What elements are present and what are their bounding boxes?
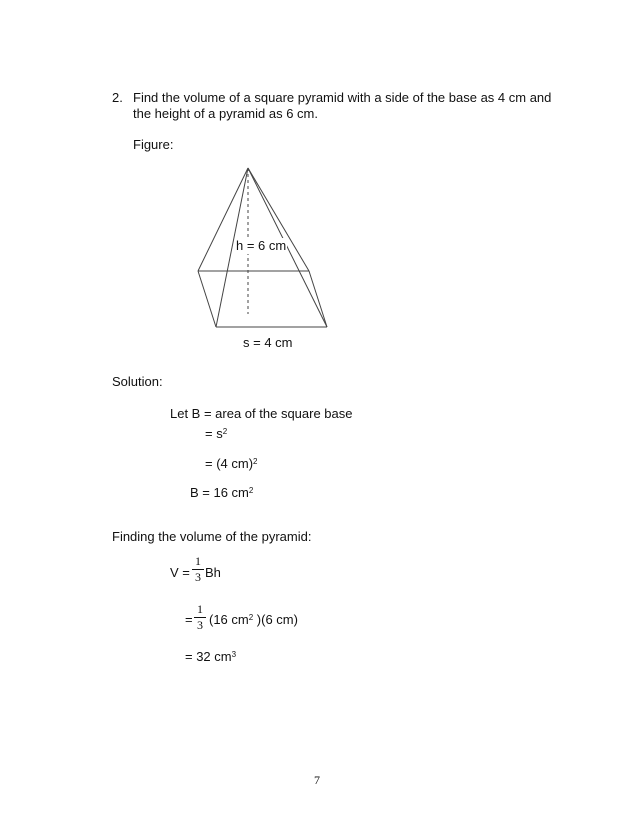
base-left-edge: [198, 271, 216, 327]
edge-apex-back-right: [248, 168, 309, 271]
problem-text-line1: Find the volume of a square pyramid with a side of the base as 4 cm and: [133, 90, 552, 105]
edge-apex-back-left: [198, 168, 248, 271]
fraction-one-third-formula: 1 3: [192, 555, 204, 584]
volume-formula-prefix: V =: [170, 565, 190, 580]
solution-step4: B = 16 $cm^2$: [190, 485, 254, 500]
fraction-one-third-substitution: 1 3: [194, 603, 206, 632]
volume-heading: Finding the volume of the pyramid:: [112, 529, 312, 544]
volume-line2-rest: (16 $cm^2$ )(6 cm): [209, 612, 298, 627]
volume-line2-prefix: =: [185, 612, 193, 627]
problem-text-line2: the height of a pyramid as 6 cm.: [133, 106, 318, 121]
base-right-edge: [309, 271, 327, 327]
side-label: s = 4 cm: [243, 335, 293, 350]
figure-label: Figure:: [133, 137, 174, 152]
solution-heading: Solution:: [112, 374, 163, 389]
solution-step3: = (4 cm)$^2$: [205, 456, 258, 471]
solution-step1: Let B = area of the square base: [170, 406, 353, 421]
problem-number: 2.: [112, 90, 123, 105]
solution-step2: = $s^2$: [205, 426, 228, 441]
height-label: h = 6 cm: [236, 238, 287, 253]
volume-formula-suffix: Bh: [205, 565, 221, 580]
volume-result: = 32 $cm^3$: [185, 649, 237, 664]
page-number: 7: [314, 773, 320, 787]
